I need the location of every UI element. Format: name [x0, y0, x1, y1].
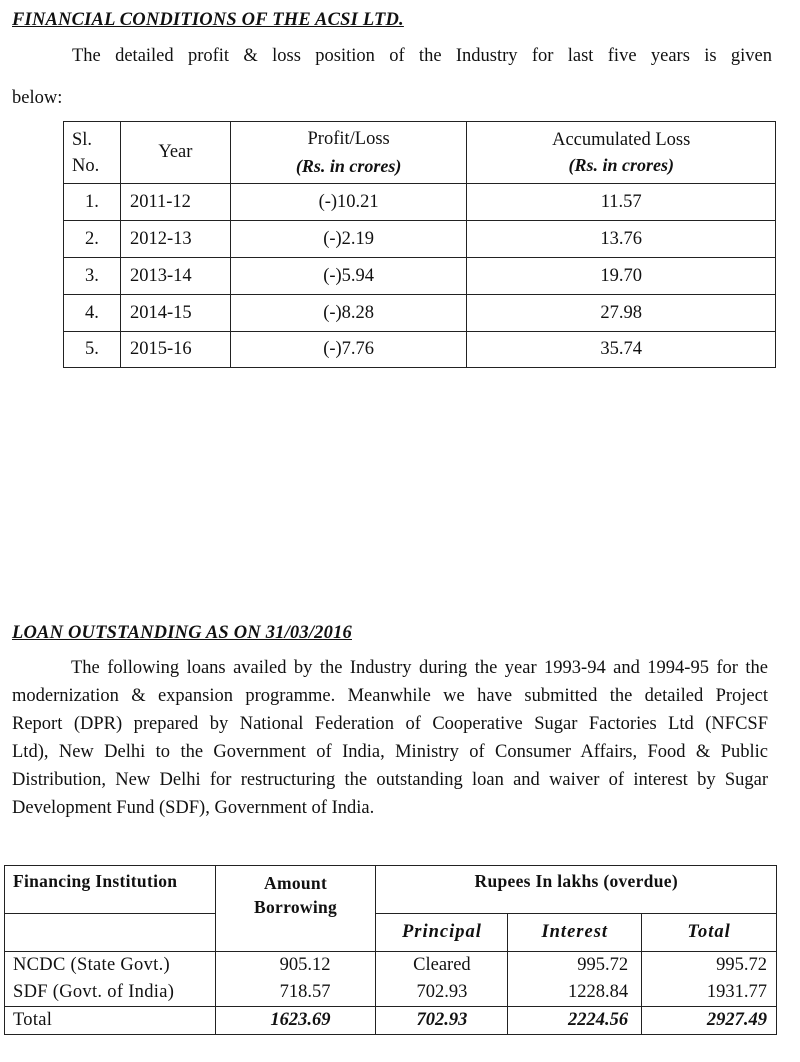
table-row — [64, 295, 776, 332]
header-accumulated-loss — [467, 122, 776, 184]
cell-interest: 995.72 — [508, 952, 642, 980]
financial-conditions-heading: FINANCIAL CONDITIONS OF THE ACSI LTD. — [12, 10, 404, 30]
header-no: No. — [72, 155, 100, 176]
loan-paragraph-line: Distribution, New Delhi for restructuring the outstanding loan and waiver of interest by Sugar — [12, 770, 768, 790]
header-sl-no — [64, 122, 121, 184]
cell-year: 2013-14 — [120, 258, 230, 295]
cell-sl: 2. — [64, 221, 121, 258]
cell-sl: 1. — [64, 184, 121, 221]
header-accum-label: Accumulated Loss — [552, 129, 691, 150]
header-amount-borrowing — [215, 866, 376, 952]
header-profit-label: Profit/Loss — [307, 128, 390, 149]
cell-total-total: 2927.49 — [642, 1007, 777, 1035]
table-row — [64, 258, 776, 295]
intro-paragraph-line1: The detailed profit & loss position of the Industry for last five years is given — [72, 46, 772, 66]
loan-paragraph-line: The following loans availed by the Industry during the year 1993-94 and 1994-95 for the — [71, 658, 768, 678]
header-interest: Interest — [508, 914, 642, 952]
cell-profit: (-)8.28 — [230, 295, 467, 332]
header-total: Total — [642, 914, 777, 952]
cell-institution: SDF (Govt. of India) — [5, 980, 216, 1007]
cell-accum: 27.98 — [467, 295, 776, 332]
loan-paragraph-line: modernization & expansion programme. Meanwhile we have submitted the detailed Project — [12, 686, 768, 706]
cell-profit: (-)5.94 — [230, 258, 467, 295]
cell-profit: (-)2.19 — [230, 221, 467, 258]
loan-subheader-row — [5, 914, 777, 952]
table-row — [64, 332, 776, 368]
cell-total: 1931.77 — [642, 980, 777, 1007]
header-empty-cell — [5, 914, 216, 952]
cell-year: 2015-16 — [120, 332, 230, 368]
cell-profit: (-)7.76 — [230, 332, 467, 368]
loan-paragraph-line: Development Fund (SDF), Government of India. — [12, 798, 375, 818]
cell-year: 2012-13 — [120, 221, 230, 258]
cell-principal: Cleared — [376, 952, 508, 980]
cell-interest: 1228.84 — [508, 980, 642, 1007]
cell-sl: 4. — [64, 295, 121, 332]
profit-loss-header-row — [64, 122, 776, 184]
cell-total-amount: 1623.69 — [215, 1007, 376, 1035]
cell-total-label: Total — [5, 1007, 216, 1035]
cell-accum: 19.70 — [467, 258, 776, 295]
cell-total-interest: 2224.56 — [508, 1007, 642, 1035]
cell-accum: 11.57 — [467, 184, 776, 221]
cell-amount: 718.57 — [215, 980, 376, 1007]
cell-amount: 905.12 — [215, 952, 376, 980]
header-accum-unit: (Rs. in crores) — [568, 154, 674, 175]
loan-table — [4, 865, 777, 1035]
cell-year: 2014-15 — [120, 295, 230, 332]
loan-paragraph — [12, 654, 768, 822]
header-rupees-in-lakhs: Rupees In lakhs (overdue) — [376, 866, 777, 914]
header-profit-loss — [230, 122, 467, 184]
cell-profit: (-)10.21 — [230, 184, 467, 221]
loan-paragraph-line: Report (DPR) prepared by National Federation of Cooperative Sugar Factories Ltd (NFCSF — [12, 714, 768, 734]
table-row — [5, 980, 777, 1007]
header-borrowing: Borrowing — [254, 897, 338, 917]
cell-sl: 3. — [64, 258, 121, 295]
header-amount: Amount — [264, 873, 328, 893]
header-principal: Principal — [376, 914, 508, 952]
loan-outstanding-heading: LOAN OUTSTANDING AS ON 31/03/2016 — [12, 623, 352, 643]
cell-total-principal: 702.93 — [376, 1007, 508, 1035]
header-profit-unit: (Rs. in crores) — [295, 155, 402, 176]
header-year: Year — [120, 122, 230, 184]
profit-loss-table — [63, 121, 776, 368]
intro-paragraph-line2: below: — [12, 88, 63, 108]
table-row — [64, 221, 776, 258]
cell-institution: NCDC (State Govt.) — [5, 952, 216, 980]
cell-principal: 702.93 — [376, 980, 508, 1007]
table-row — [64, 184, 776, 221]
loan-header-row — [5, 866, 777, 914]
loan-paragraph-line: Ltd), New Delhi to the Government of India, Ministry of Consumer Affairs, Food & Public — [12, 742, 768, 762]
table-row — [5, 952, 777, 980]
header-financing-institution: Financing Institution — [5, 866, 216, 914]
total-row — [5, 1007, 777, 1035]
cell-year: 2011-12 — [120, 184, 230, 221]
cell-total: 995.72 — [642, 952, 777, 980]
cell-sl: 5. — [64, 332, 121, 368]
cell-accum: 35.74 — [467, 332, 776, 368]
header-sl: Sl. — [72, 129, 93, 150]
cell-accum: 13.76 — [467, 221, 776, 258]
